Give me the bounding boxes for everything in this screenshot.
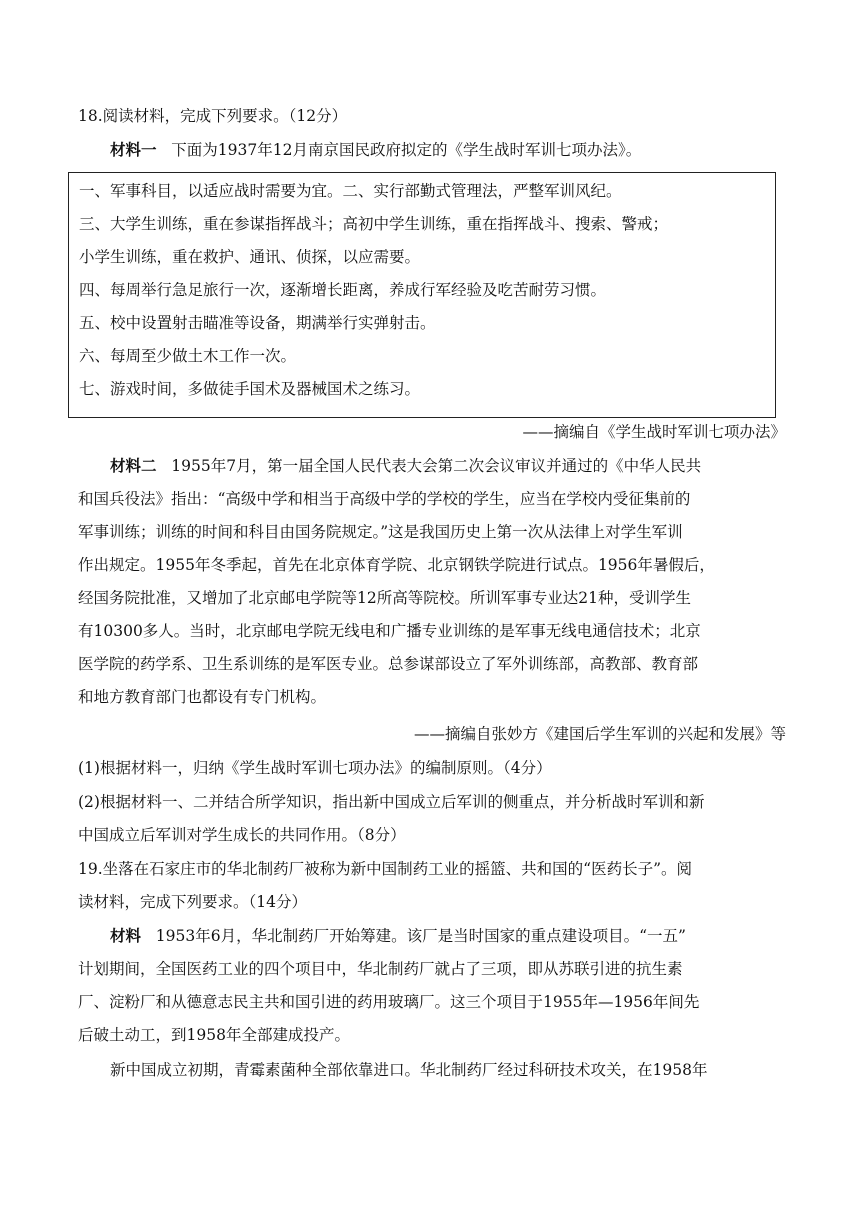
material-2-line: 和国兵役法》指出：“高级中学和相当于高级中学的学校的学生，应当在学校内受征集前的 [78,490,691,508]
material-1-source: ——摘编自《学生战时军训七项办法》 [522,423,786,441]
material-2-line: 和地方教育部门也都设有专门机构。 [78,688,327,706]
material-1-intro-text: 下面为1937年12月南京国民政府拟定的《学生战时军训七项办法》。 [171,141,642,159]
q19-material-label: 材料 [110,926,142,945]
q19-material-line: 后破土动工，到1958年全部建成投产。 [78,1026,350,1044]
material-2-first-line [110,456,786,476]
material-2-line: 军事训练；训练的时间和科目由国务院规定。”这是我国历史上第一次从法律上对学生军训 [78,523,683,541]
box-line: 四、每周举行急足旅行一次，逐渐增长距离，养成行军经验及吃苦耐劳习惯。 [79,281,607,299]
material-2-source: ——摘编自张妙方《建国后学生军训的兴起和发展》等 [413,725,786,743]
question-18-stem: 18.阅读材料，完成下列要求。（12分） [78,107,348,125]
q19-material-line: 计划期间，全国医药工业的四个项目中，华北制药厂就占了三项，即从苏联引进的抗生素 [78,960,683,978]
box-line: 六、每周至少做土木工作一次。 [79,347,297,365]
material-2-first-text: 1955年7月，第一届全国人民代表大会第二次会议审议并通过的《中华人民共 [171,457,702,475]
material-1-box [68,172,776,418]
box-line: 一、军事科目，以适应战时需要为宜。二、实行部勤式管理法，严整军训风纪。 [79,182,622,200]
q19-material-line: 厂、淀粉厂和从德意志民主共和国引进的药用玻璃厂。这三个项目于1955年—1956年间先 [78,993,700,1011]
question-19-stem-line-2: 读材料，完成下列要求。（14分） [78,893,307,911]
material-1-label: 材料一 [110,140,157,159]
box-line: 三、大学生训练，重在参谋指挥战斗；高初中学生训练，重在指挥战斗、搜索、警戒； [79,215,669,233]
material-2-line: 有10300多人。当时，北京邮电学院无线电和广播专业训练的是军事无线电通信技术；北京 [78,622,701,640]
q19-material-first-line [110,926,786,946]
sub-question-2-line-2: 中国成立后军训对学生成长的共同作用。（8分） [78,826,406,844]
box-line: 七、游戏时间，多做徒手国术及器械国术之练习。 [79,380,421,398]
material-2-line: 经国务院批准，又增加了北京邮电学院等12所高等院校。所训军事专业达21种，受训学生 [78,589,691,607]
material-2-line: 医学院的药学系、卫生系训练的是军医专业。总参谋部设立了军外训练部，高教部、教育部 [78,655,699,673]
q19-paragraph-2: 新中国成立初期，青霉素菌种全部依靠进口。华北制药厂经过科研技术攻关，在1958年 [110,1061,708,1079]
sub-question-2-line-1: (2)根据材料一、二并结合所学知识，指出新中国成立后军训的侧重点，并分析战时军训和新 [78,793,705,811]
material-2-label: 材料二 [110,456,157,475]
question-19-stem-line-1: 19.坐落在石家庄市的华北制药厂被称为新中国制药工业的摇篮、共和国的“医药长子”。阅 [78,860,693,878]
box-line: 小学生训练，重在救护、通讯、侦探，以应需要。 [79,248,421,266]
material-1-intro [110,140,786,160]
box-line: 五、校中设置射击瞄准等设备，期满举行实弹射击。 [79,314,436,332]
material-2-line: 作出规定。1955年冬季起，首先在北京体育学院、北京钢铁学院进行试点。1956年暑假后， [78,556,715,574]
q19-material-first-text: 1953年6月，华北制药厂开始筹建。该厂是当时国家的重点建设项目。“一五” [155,927,686,945]
sub-question-1: (1)根据材料一，归纳《学生战时军训七项办法》的编制原则。（4分） [78,759,552,777]
